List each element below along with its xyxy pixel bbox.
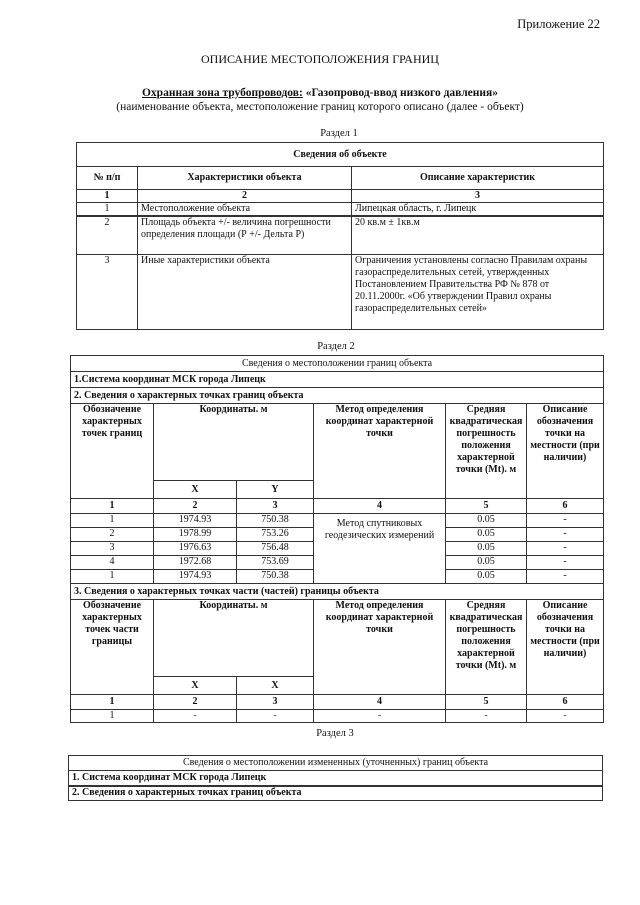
row-name: Площадь объекта +/- величина погрешности определения площади (Р +/- Дельта Р) — [138, 216, 352, 254]
point-id: 1 — [71, 710, 154, 723]
row-name: Местоположение объекта — [138, 203, 352, 217]
table-row — [71, 710, 604, 723]
point-error: 0.05 — [446, 542, 527, 556]
col-header-y: Y — [237, 481, 314, 499]
point-id: 2 — [71, 528, 154, 542]
section2-title: Сведения о местоположении границ объекта — [71, 356, 604, 372]
point-id: 1 — [71, 570, 154, 584]
object-caption: (наименование объекта, местоположение границ которого описано (далее - объект) — [116, 101, 524, 113]
row-desc: 20 кв.м ± 1кв.м — [352, 216, 604, 254]
row-name: Иные характеристики объекта — [138, 254, 352, 329]
sub3-title: 3. Сведения о характерных точках части (частей) границы объекта — [71, 584, 604, 600]
section1-table — [76, 142, 604, 330]
col-number: 4 — [314, 499, 446, 514]
appendix-label: Приложение 22 — [517, 17, 600, 31]
col-header-number: № п/п — [77, 167, 138, 190]
object-heading — [0, 87, 640, 99]
section2-table — [70, 355, 604, 723]
point-error: 0.05 — [446, 570, 527, 584]
coord-system: 1.Система координат МСК города Липецк — [71, 372, 604, 388]
table-row — [77, 203, 604, 217]
section3-table — [68, 755, 603, 801]
table-row — [77, 254, 604, 329]
row-number: 1 — [77, 203, 138, 217]
point-y: 753.69 — [237, 556, 314, 570]
point-desc: - — [527, 528, 604, 542]
col-header-x: X — [154, 677, 237, 695]
col-number: 1 — [71, 695, 154, 710]
point-desc: - — [527, 570, 604, 584]
point-y: 753.26 — [237, 528, 314, 542]
col-header-x: X — [154, 481, 237, 499]
point-id: 1 — [71, 514, 154, 528]
col-header-point: Обозначение характерных точек части границы — [71, 600, 154, 695]
col-header-method: Метод определения координат характерной точки — [314, 404, 446, 499]
document-title: ОПИСАНИЕ МЕСТОПОЛОЖЕНИЯ ГРАНИЦ — [201, 52, 439, 66]
point-y: 750.38 — [237, 514, 314, 528]
object-label: Охранная зона трубопроводов: — [141, 87, 303, 99]
col-header-location-desc: Описание обозначения точки на местности (при наличии) — [527, 600, 604, 695]
point-id: 4 — [71, 556, 154, 570]
col-number: 1 — [77, 190, 138, 203]
col-number: 5 — [446, 499, 527, 514]
section1-label: Раздел 1 — [320, 128, 358, 139]
col-number: 3 — [237, 695, 314, 710]
col-header-y: X — [237, 677, 314, 695]
point-error: 0.05 — [446, 514, 527, 528]
point-error: 0.05 — [446, 528, 527, 542]
point-x: - — [154, 710, 237, 723]
point-method: - — [314, 710, 446, 723]
section3-label: Раздел 3 — [316, 728, 354, 739]
sub2-title: 2. Сведения о характерных точках границ объекта — [71, 388, 604, 404]
col-number: 3 — [352, 190, 604, 203]
col-number: 2 — [138, 190, 352, 203]
row-number: 2 — [77, 216, 138, 254]
col-header-location-desc: Описание обозначения точки на местности (при наличии) — [527, 404, 604, 499]
point-desc: - — [527, 710, 604, 723]
col-number: 2 — [154, 695, 237, 710]
point-y: 750.38 — [237, 570, 314, 584]
col-number: 5 — [446, 695, 527, 710]
point-y: - — [237, 710, 314, 723]
col-header-description: Описание характеристик — [352, 167, 604, 190]
col-header-coords: Координаты. м — [154, 600, 314, 677]
point-x: 1976.63 — [154, 542, 237, 556]
table-row — [77, 216, 604, 254]
point-desc: - — [527, 556, 604, 570]
row-desc: Ограничения установлены согласно Правилам охраны газораспределительных сетей, утвержденных Постановлением Правительства РФ № 878 от 20.11.2000г. «Об утверждении Правил охраны газораспределительных сетей» — [352, 254, 604, 329]
point-desc: - — [527, 514, 604, 528]
point-x: 1974.93 — [154, 514, 237, 528]
col-number: 1 — [71, 499, 154, 514]
col-header-characteristics: Характеристики объекта — [138, 167, 352, 190]
point-error: 0.05 — [446, 556, 527, 570]
col-header-method: Метод определения координат характерной точки — [314, 600, 446, 695]
row-desc: Липецкая область, г. Липецк — [352, 203, 604, 217]
col-header-coords: Координаты. м — [154, 404, 314, 481]
point-x: 1978.99 — [154, 528, 237, 542]
col-header-point: Обозначение характерных точек границ — [71, 404, 154, 499]
point-y: 756.48 — [237, 542, 314, 556]
point-x: 1972.68 — [154, 556, 237, 570]
point-x: 1974.93 — [154, 570, 237, 584]
object-name: «Газопровод-ввод низкого давления» — [302, 87, 499, 99]
coord-system: 1. Система координат МСК города Липецк — [69, 771, 603, 786]
col-number: 6 — [527, 695, 604, 710]
point-error: - — [446, 710, 527, 723]
col-number: 6 — [527, 499, 604, 514]
row-number: 3 — [77, 254, 138, 329]
point-desc: - — [527, 542, 604, 556]
section3-title: Сведения о местоположении измененных (уточненных) границ объекта — [69, 756, 603, 771]
table-row — [71, 514, 604, 528]
point-method: Метод спутниковых геодезических измерений — [314, 514, 446, 584]
point-id: 3 — [71, 542, 154, 556]
section1-title: Сведения об объекте — [77, 143, 604, 167]
col-number: 3 — [237, 499, 314, 514]
col-number: 4 — [314, 695, 446, 710]
col-header-error: Средняя квадратическая погрешность положения характерной точки (Mt). м — [446, 600, 527, 695]
section2-label: Раздел 2 — [317, 341, 355, 352]
col-header-error: Средняя квадратическая погрешность положения характерной точки (Mt). м — [446, 404, 527, 499]
col-number: 2 — [154, 499, 237, 514]
sub2-title: 2. Сведения о характерных точках границ объекта — [69, 786, 603, 801]
